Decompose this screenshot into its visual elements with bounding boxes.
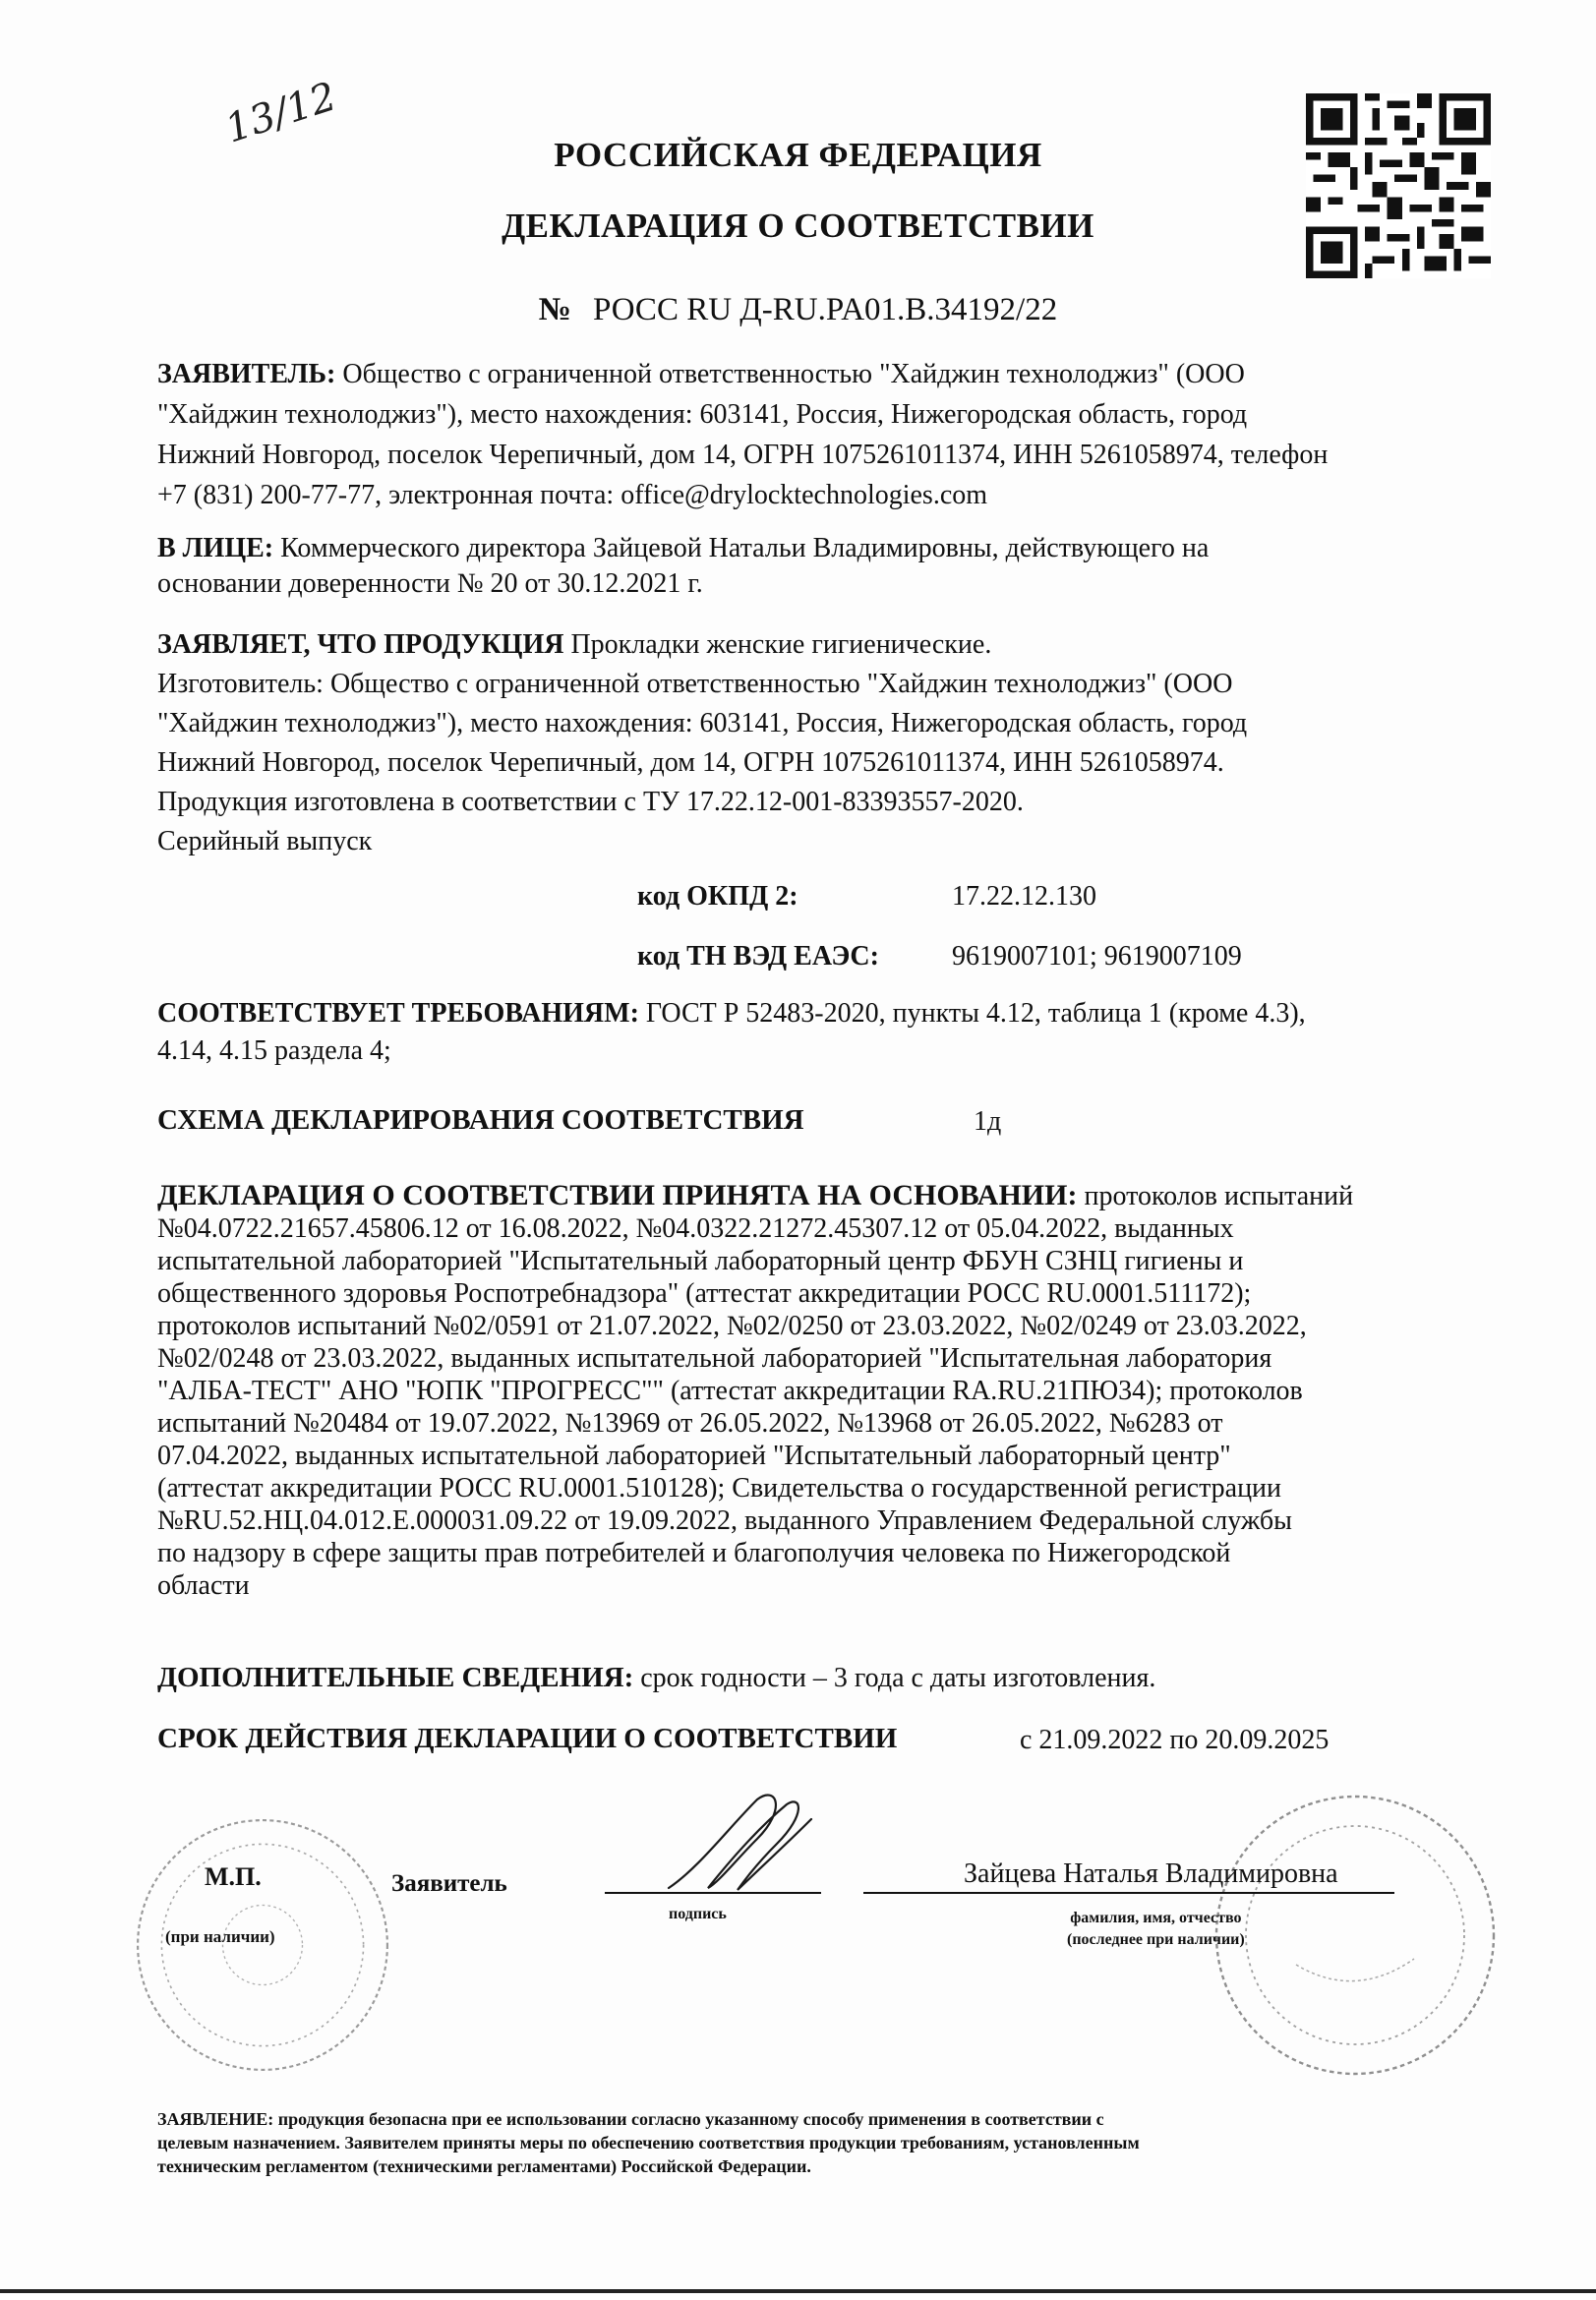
representative-line: Коммерческого директора Зайцевой Натальи Владимировны, действующего на bbox=[280, 533, 1210, 563]
signature-line bbox=[605, 1892, 821, 1894]
tnved-value: 9619007101; 9619007109 bbox=[952, 941, 1242, 972]
name-line bbox=[863, 1892, 1394, 1894]
basis-line: протоколов испытаний №02/0591 от 21.07.2022, №02/0250 от 23.03.2022, №02/0249 от 23.03.2022, bbox=[157, 1311, 1307, 1341]
requirements-label: СООТВЕТСТВУЕТ ТРЕБОВАНИЯМ: bbox=[157, 998, 639, 1029]
applicant-line: Общество с ограниченной ответственностью "Хайджин технолоджиз" (ООО bbox=[342, 359, 1245, 389]
requirements-section bbox=[157, 995, 1514, 1070]
statement-line: продукция безопасна при ее использовании согласно указанному способу применения в соответствии с bbox=[277, 2109, 1104, 2129]
schema-label: СХЕМА ДЕКЛАРИРОВАНИЯ СООТВЕТСТВИЯ bbox=[157, 1104, 804, 1136]
product-section bbox=[157, 625, 1514, 861]
statement-label: ЗАЯВЛЕНИЕ: bbox=[157, 2109, 274, 2129]
applicant-line: Нижний Новгород, поселок Черепичный, дом 14, ОГРН 1075261011374, ИНН 5261058974, телефон bbox=[157, 440, 1329, 470]
signature-caption: подпись bbox=[669, 1906, 727, 1922]
tnved-label: код ТН ВЭД ЕАЭС: bbox=[637, 941, 879, 972]
document-number bbox=[0, 292, 1596, 328]
scan-bottom-edge bbox=[0, 2289, 1596, 2293]
basis-label: ДЕКЛАРАЦИЯ О СООТВЕТСТВИИ ПРИНЯТА НА ОСНОВАНИИ: bbox=[157, 1179, 1078, 1211]
country-title: РОССИЙСКАЯ ФЕДЕРАЦИЯ bbox=[554, 136, 1042, 174]
statement-line: целевым назначением. Заявителем приняты меры по обеспечению соответствия продукции требованиям, установленным bbox=[157, 2133, 1140, 2153]
statement-section bbox=[157, 2107, 1495, 2178]
document-title: ДЕКЛАРАЦИЯ О СООТВЕТСТВИИ bbox=[502, 206, 1094, 245]
basis-section bbox=[157, 1179, 1514, 1602]
representative-label: В ЛИЦЕ: bbox=[157, 533, 274, 563]
signatory-name: Зайцева Наталья Владимировна bbox=[964, 1858, 1338, 1889]
number-value: РОСС RU Д-RU.PA01.B.34192/22 bbox=[592, 292, 1058, 327]
applicant-label: ЗАЯВИТЕЛЬ: bbox=[157, 359, 336, 389]
representative-line: основании доверенности № 20 от 30.12.2021 г. bbox=[157, 568, 703, 599]
basis-line: области bbox=[157, 1570, 250, 1601]
fio-caption bbox=[1067, 1908, 1245, 1951]
applicant-signature-label: Заявитель bbox=[391, 1870, 507, 1897]
extra-info-label: ДОПОЛНИТЕЛЬНЫЕ СВЕДЕНИЯ: bbox=[157, 1662, 634, 1693]
extra-info-value: срок годности – 3 года с даты изготовления. bbox=[640, 1663, 1156, 1693]
basis-line: №02/0248 от 23.03.2022, выданных испытательной лабораторией "Испытательная лаборатория bbox=[157, 1343, 1272, 1374]
product-name: Прокладки женские гигиенические. bbox=[570, 629, 992, 660]
fio-caption-line: (последнее при наличии) bbox=[1067, 1931, 1245, 1948]
okpd-label: код ОКПД 2: bbox=[637, 881, 798, 912]
seal-stamp-icon bbox=[1208, 1788, 1503, 2083]
schema-value: 1д bbox=[974, 1106, 1002, 1137]
product-line: "Хайджин технолоджиз"), место нахождения: 603141, Россия, Нижегородская область, город bbox=[157, 708, 1248, 738]
validity-value: с 21.09.2022 по 20.09.2025 bbox=[1020, 1725, 1330, 1755]
requirements-line: ГОСТ Р 52483-2020, пункты 4.12, таблица 1 (кроме 4.3), bbox=[645, 998, 1306, 1029]
basis-line: испытательной лабораторией "Испытательный лабораторный центр ФБУН СЗНЦ гигиены и bbox=[157, 1246, 1244, 1276]
applicant-line: "Хайджин технолоджиз"), место нахождения: 603141, Россия, Нижегородская область, город bbox=[157, 399, 1248, 430]
requirements-line: 4.14, 4.15 раздела 4; bbox=[157, 1035, 391, 1066]
applicant-section bbox=[157, 354, 1514, 515]
product-line: Изготовитель: Общество с ограниченной ответственностью "Хайджин технолоджиз" (ООО bbox=[157, 669, 1233, 699]
basis-line: по надзору в сфере защиты прав потребителей и благополучия человека по Нижегородской bbox=[157, 1538, 1231, 1568]
handwritten-signature-icon bbox=[639, 1790, 836, 1908]
basis-line: протоколов испытаний bbox=[1084, 1181, 1354, 1211]
basis-line: №RU.52.НЦ.04.012.Е.000031.09.22 от 19.09.2022, выданного Управлением Федеральной службы bbox=[157, 1505, 1292, 1536]
basis-line: (аттестат аккредитации РОСС RU.0001.510128); Свидетельства о государственной регистрации bbox=[157, 1473, 1282, 1504]
stamp-place-label: М.П. bbox=[205, 1862, 262, 1891]
product-line: Нижний Новгород, поселок Черепичный, дом 14, ОГРН 1075261011374, ИНН 5261058974. bbox=[157, 747, 1224, 778]
okpd-value: 17.22.12.130 bbox=[952, 881, 1096, 912]
handwritten-note: 13/12 bbox=[219, 74, 342, 152]
product-label: ЗАЯВЛЯЕТ, ЧТО ПРОДУКЦИЯ bbox=[157, 629, 564, 660]
validity-label: СРОК ДЕЙСТВИЯ ДЕКЛАРАЦИИ О СООТВЕТСТВИИ bbox=[157, 1723, 898, 1754]
representative-section bbox=[157, 531, 1514, 602]
basis-line: №04.0722.21657.45806.12 от 16.08.2022, №04.0322.21272.45307.12 от 05.04.2022, выданных bbox=[157, 1213, 1234, 1244]
basis-line: "АЛБА-ТЕСТ" АНО "ЮПК "ПРОГРЕСС"" (аттестат аккредитации RA.RU.21ПЮ34); протоколов bbox=[157, 1376, 1303, 1406]
basis-line: общественного здоровья Роспотребнадзора" (аттестат аккредитации РОСС RU.0001.511172); bbox=[157, 1278, 1252, 1309]
basis-line: испытаний №20484 от 19.07.2022, №13969 от 26.05.2022, №13968 от 26.05.2022, №6283 от bbox=[157, 1408, 1223, 1439]
fio-caption-line: фамилия, имя, отчество bbox=[1070, 1910, 1242, 1926]
stamp-place-note: (при наличии) bbox=[165, 1927, 275, 1946]
number-sign: № bbox=[538, 292, 571, 327]
applicant-line: +7 (831) 200-77-77, электронная почта: office@drylocktechnologies.com bbox=[157, 480, 988, 510]
basis-line: 07.04.2022, выданных испытательной лабораторией "Испытательный лабораторный центр" bbox=[157, 1441, 1231, 1471]
extra-info-section bbox=[157, 1658, 1514, 1698]
statement-line: техническим регламентом (техническими регламентами) Российской Федерации. bbox=[157, 2156, 811, 2176]
product-line: Серийный выпуск bbox=[157, 826, 373, 856]
product-line: Продукция изготовлена в соответствии с ТУ 17.22.12-001-83393557-2020. bbox=[157, 787, 1024, 817]
qr-code-icon bbox=[1306, 93, 1491, 278]
